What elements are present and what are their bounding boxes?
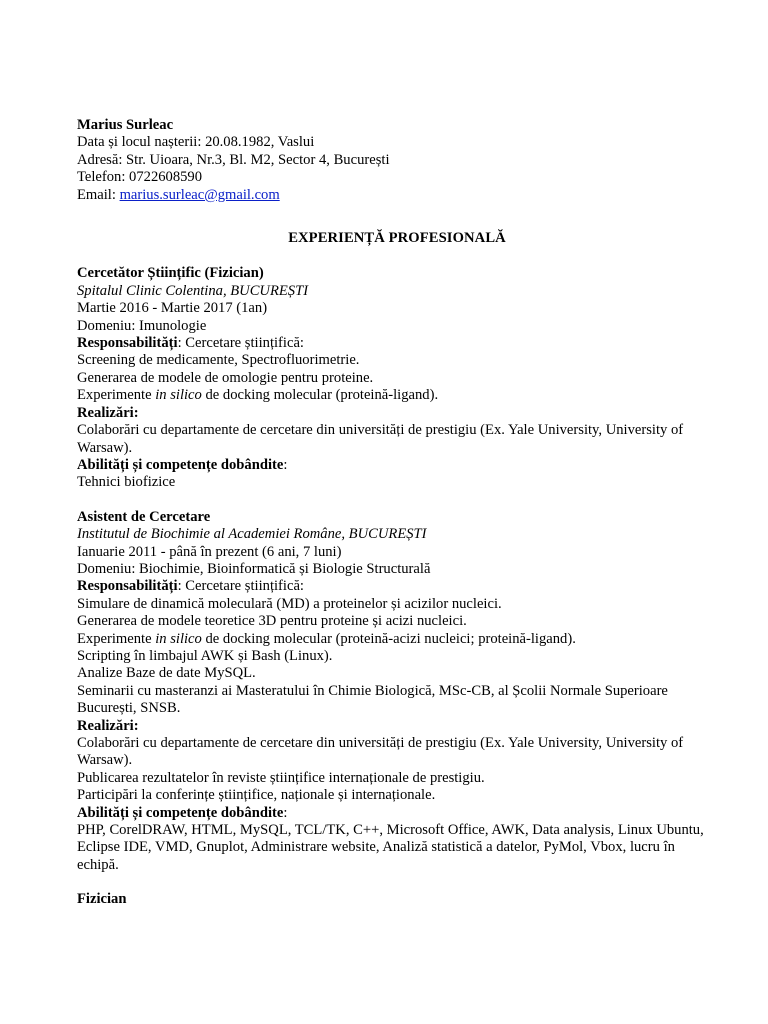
skills-label: Abilități și competențe dobândite: [77, 456, 284, 473]
job-entry-3: [77, 891, 717, 908]
achievement-item: Colaborări cu departamente de cercetare din universități de prestigiu (Ex. Yale University, University of Warsaw).: [77, 422, 684, 456]
skills-line: [77, 805, 717, 822]
job-title: Cercetător Științific (Fizician): [77, 265, 264, 282]
achievements-label: Realizări:: [77, 717, 139, 734]
insilico-prefix: Experimente: [77, 387, 156, 404]
section-title-experience: EXPERIENȚĂ PROFESIONALĂ: [288, 230, 506, 247]
skills-colon: :: [283, 804, 288, 821]
responsibilities-label: Responsabilități: [77, 335, 178, 352]
responsibility-item-insilico: [77, 631, 717, 648]
job-title: Fizician: [77, 891, 127, 908]
job-responsibilities: [77, 335, 717, 352]
person-name: Marius Surleac: [77, 117, 174, 133]
responsibility-item-insilico: [77, 387, 717, 404]
email-label: Email:: [77, 186, 120, 203]
responsibility-item: Generarea de modele de omologie pentru proteine.: [77, 369, 374, 386]
insilico-emphasis: in silico: [155, 387, 202, 404]
responsibility-item: Screening de medicamente, Spectrofluorimetrie.: [77, 352, 360, 369]
job-entry-2: [77, 509, 717, 875]
address-info: Adresă: Str. Uioara, Nr.3, Bl. M2, Sector 4, București: [77, 151, 390, 168]
insilico-suffix: de docking molecular (proteină-acizi nucleici; proteină-ligand).: [201, 630, 576, 647]
insilico-emphasis: in silico: [155, 630, 202, 647]
contact-block: [77, 117, 717, 204]
skills-text: Tehnici biofizice: [77, 474, 176, 491]
responsibility-item: Scripting în limbajul AWK și Bash (Linux).: [77, 647, 333, 664]
job-domain: Domeniu: Imunologie: [77, 317, 207, 334]
skills-label: Abilități și competențe dobândite: [77, 804, 284, 821]
responsibilities-label: Responsabilități: [77, 578, 178, 595]
job-responsibilities: [77, 578, 717, 595]
job-period: Ianuarie 2011 - până în prezent (6 ani, 7 luni): [77, 543, 342, 560]
skills-line: [77, 457, 717, 474]
job-entry-1: [77, 265, 717, 491]
responsibility-item: Simulare de dinamică moleculară (MD) a proteinelor și acizilor nucleici.: [77, 595, 502, 612]
skills-colon: :: [283, 456, 288, 473]
achievement-item: Publicarea rezultatelor în reviste științifice internaționale de prestigiu.: [77, 769, 485, 786]
achievement-item: Colaborări cu departamente de cercetare din universități de prestigiu (Ex. Yale University, University of Warsaw).: [77, 735, 684, 769]
skills-text: PHP, CorelDRAW, HTML, MySQL, TCL/TK, C++, Microsoft Office, AWK, Data analysis, Linux Ubuntu, Eclipse IDE, VMD, Gnuplot, Administrare website, Analiză statistică a datelor, PyMol, Vbox, lucru în echipă.: [77, 822, 704, 873]
email-link[interactable]: marius.surleac@gmail.com: [119, 186, 280, 203]
insilico-suffix: de docking molecular (proteină-ligand).: [201, 387, 439, 404]
achievement-item: Participări la conferințe științifice, naționale și internaționale.: [77, 787, 436, 804]
job-domain: Domeniu: Biochimie, Bioinformatică și Biologie Structurală: [77, 560, 431, 577]
cv-document: [77, 117, 717, 909]
responsibilities-text: : Cercetare științifică:: [177, 578, 304, 595]
achievements-label: Realizări:: [77, 404, 139, 421]
job-period: Martie 2016 - Martie 2017 (1an): [77, 300, 268, 317]
responsibility-item: Analize Baze de date MySQL.: [77, 665, 256, 682]
phone-info: Telefon: 0722608590: [77, 169, 203, 186]
job-employer: Institutul de Biochimie al Academiei Române, BUCUREȘTI: [77, 526, 427, 543]
job-employer: Spitalul Clinic Colentina, BUCUREȘTI: [77, 282, 309, 299]
email-line: [77, 187, 717, 204]
birth-info: Data și locul nașterii: 20.08.1982, Vaslui: [77, 134, 315, 151]
responsibility-item: Seminarii cu masteranzi ai Masteratului în Chimie Biologică, MSc-CB, al Școlii Normale Superioare București, SNSB.: [77, 682, 668, 717]
responsibilities-text: : Cercetare științifică:: [177, 335, 304, 352]
responsibility-item: Generarea de modele teoretice 3D pentru proteine și acizi nucleici.: [77, 613, 467, 630]
job-title: Asistent de Cercetare: [77, 508, 211, 525]
insilico-prefix: Experimente: [77, 630, 156, 647]
